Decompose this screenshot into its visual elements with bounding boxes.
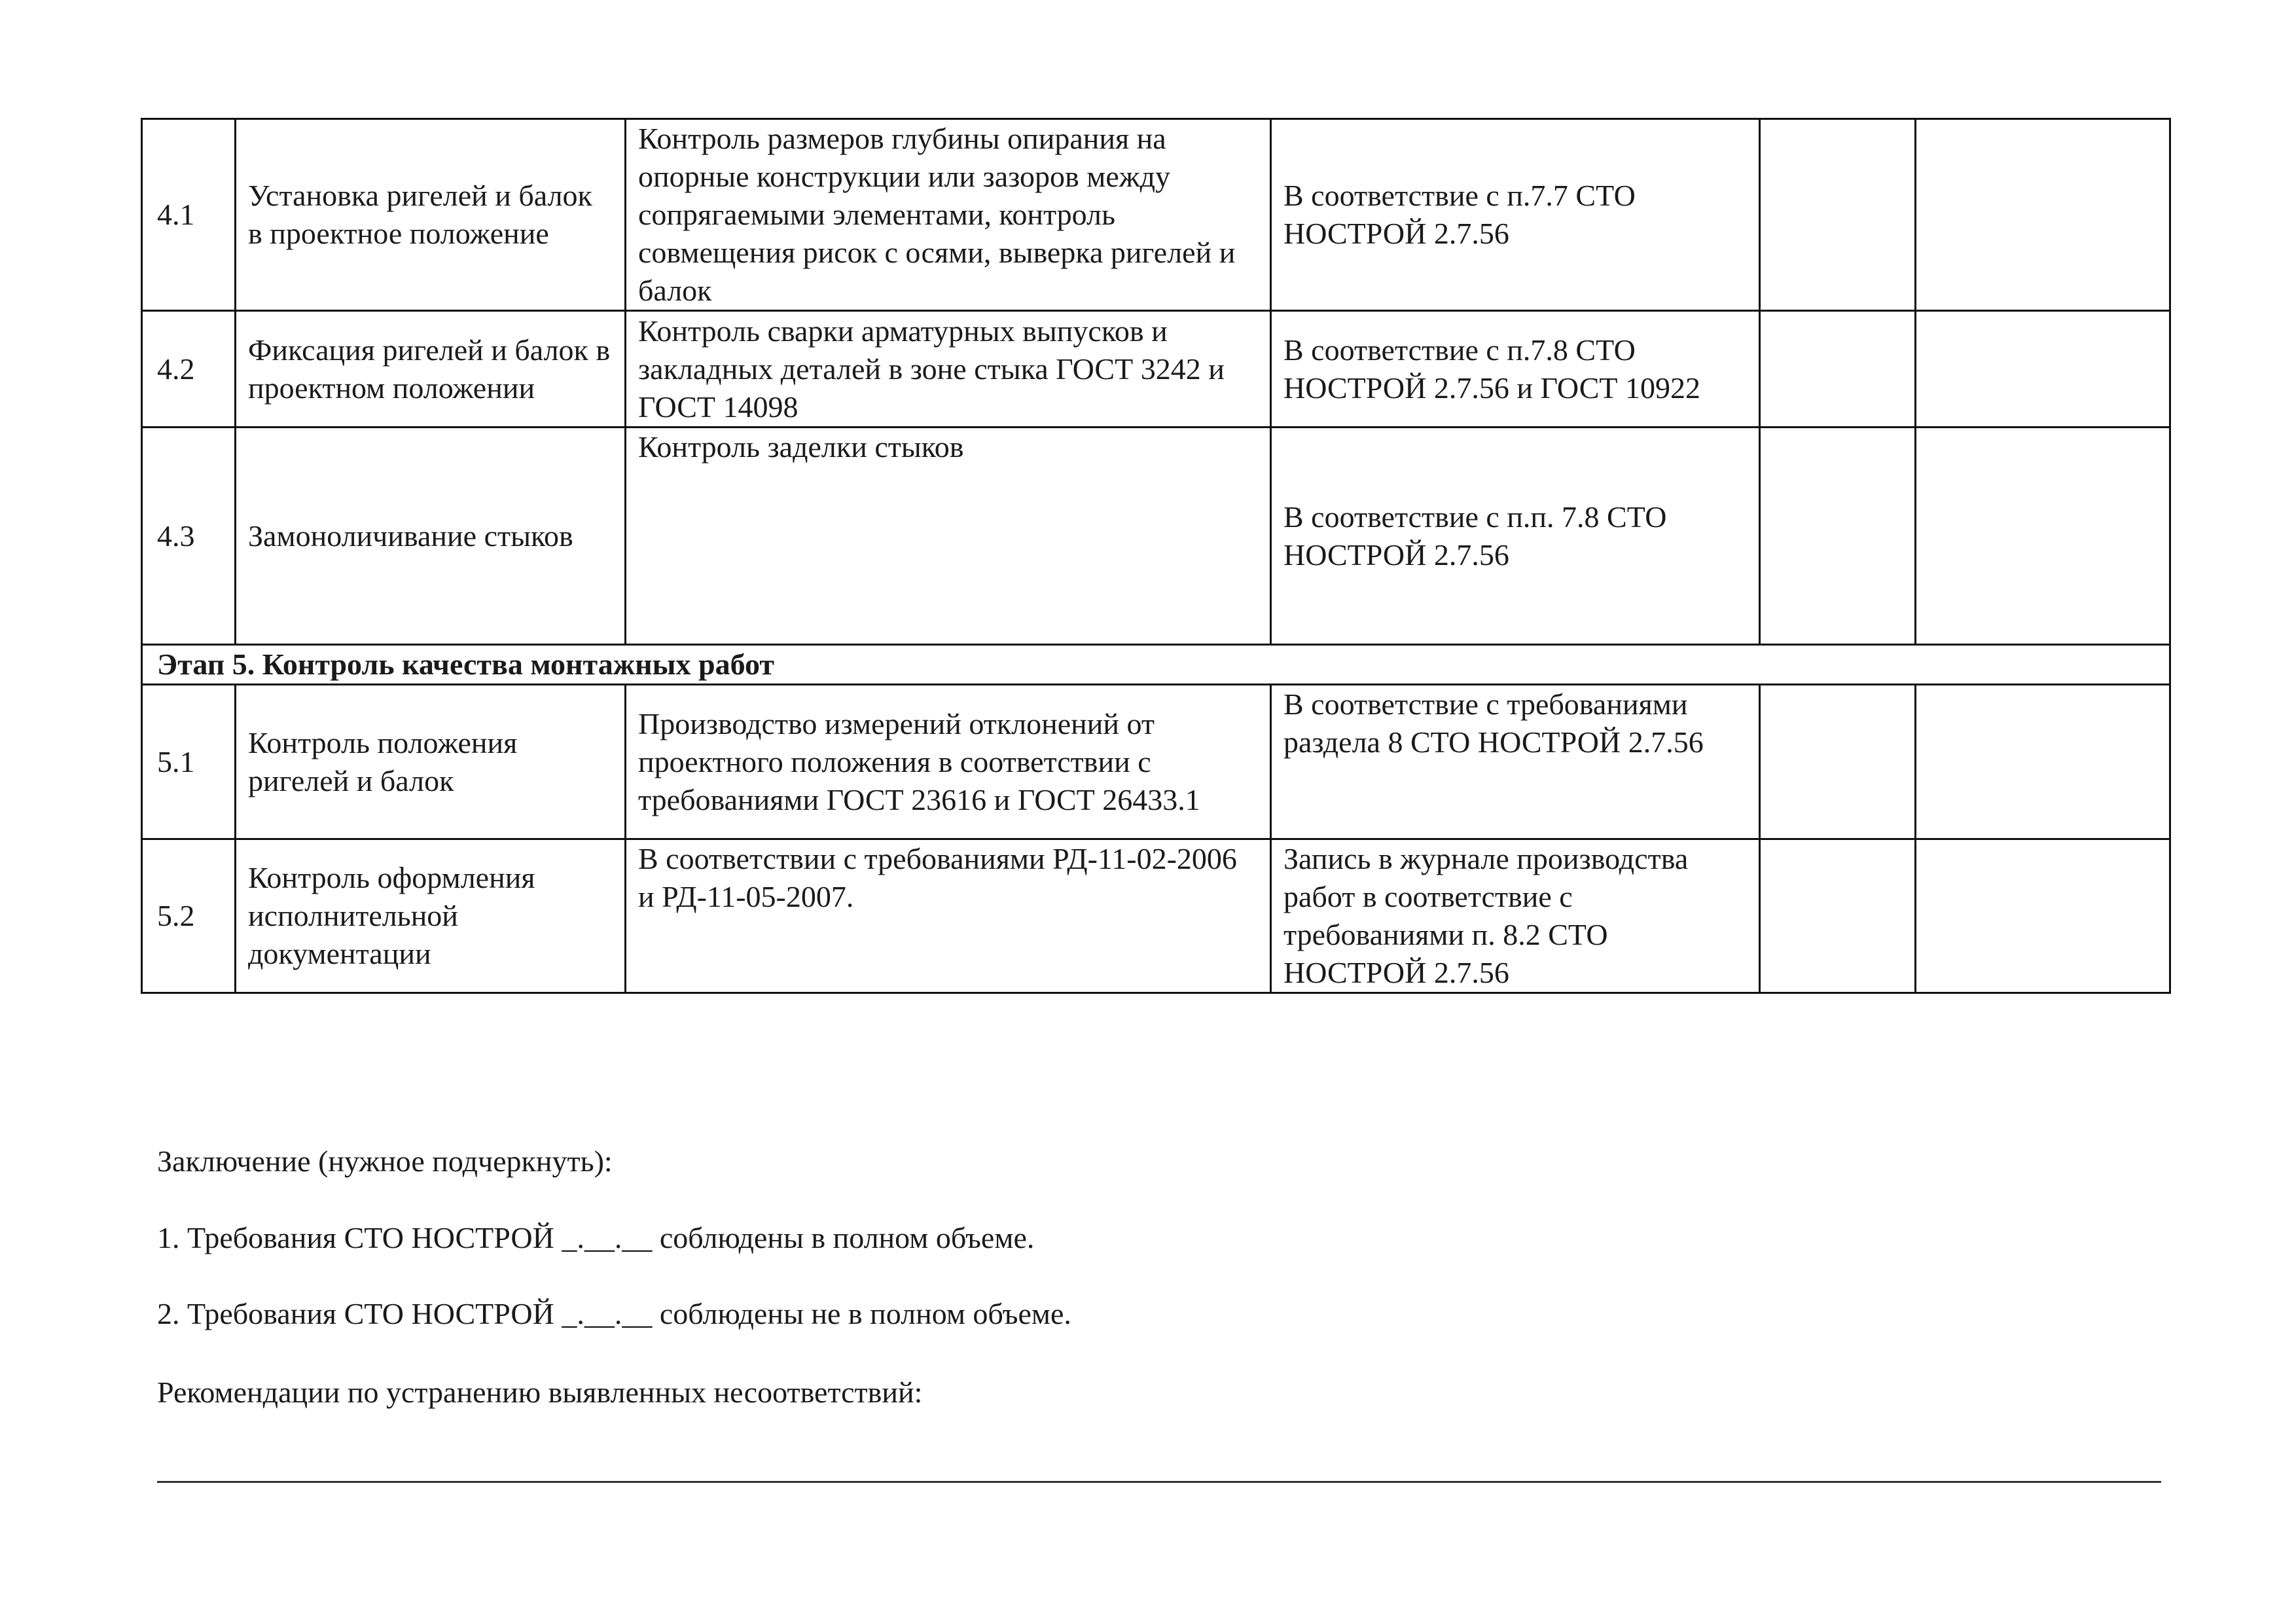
- conclusion-item-1: 1. Требования СТО НОСТРОЙ _.__.__ соблюдены в полном объеме.: [157, 1221, 1035, 1254]
- operation-cell: Установка ригелей и балок в проектное положение: [236, 119, 626, 311]
- table-row: [142, 839, 2170, 993]
- control-cell: Контроль размеров глубины опирания на опорные конструкции или зазоров между сопрягаемыми элементами, контроль совмещения рисок с осями, выверка ригелей и балок: [626, 119, 1271, 311]
- empty-cell: [1916, 428, 2170, 645]
- empty-cell: [1916, 311, 2170, 428]
- control-cell: Контроль заделки стыков: [626, 428, 1271, 645]
- quality-control-table: [141, 118, 2171, 994]
- row-number: 4.1: [142, 119, 236, 311]
- control-cell: В соответствии с требованиями РД-11-02-2006 и РД-11-05-2007.: [626, 839, 1271, 993]
- recommendations-label: Рекомендации по устранению выявленных несоответствий:: [157, 1376, 923, 1409]
- empty-cell: [1760, 839, 1916, 993]
- table-row: [142, 428, 2170, 645]
- conclusion-heading: Заключение (нужное подчеркнуть):: [157, 1144, 613, 1178]
- reference-cell: В соответствие с требованиями раздела 8 СТО НОСТРОЙ 2.7.56: [1271, 685, 1760, 839]
- row-number: 4.3: [142, 428, 236, 645]
- operation-cell: Контроль оформления исполнительной документации: [236, 839, 626, 993]
- reference-cell: В соответствие с п.7.8 СТО НОСТРОЙ 2.7.56 и ГОСТ 10922: [1271, 311, 1760, 428]
- table-row: [142, 311, 2170, 428]
- row-number: 4.2: [142, 311, 236, 428]
- control-cell: Производство измерений отклонений от проектного положения в соответствии с требованиями ГОСТ 23616 и ГОСТ 26433.1: [626, 685, 1271, 839]
- operation-cell: Фиксация ригелей и балок в проектном положении: [236, 311, 626, 428]
- operation-cell: Замоноличивание стыков: [236, 428, 626, 645]
- table-row: [142, 119, 2170, 311]
- table-row: [142, 685, 2170, 839]
- control-cell: Контроль сварки арматурных выпусков и закладных деталей в зоне стыка ГОСТ 3242 и ГОСТ 14098: [626, 311, 1271, 428]
- reference-cell: В соответствие с п.п. 7.8 СТО НОСТРОЙ 2.7.56: [1271, 428, 1760, 645]
- empty-cell: [1760, 428, 1916, 645]
- empty-cell: [1760, 685, 1916, 839]
- row-number: 5.1: [142, 685, 236, 839]
- conclusion-item-2: 2. Требования СТО НОСТРОЙ _.__.__ соблюдены не в полном объеме.: [157, 1297, 1071, 1330]
- recommendations-line: [157, 1481, 2161, 1483]
- empty-cell: [1916, 119, 2170, 311]
- empty-cell: [1760, 311, 1916, 428]
- empty-cell: [1760, 119, 1916, 311]
- reference-cell: Запись в журнале производства работ в соответствие с требованиями п. 8.2 СТО НОСТРОЙ 2.7.56: [1271, 839, 1760, 993]
- empty-cell: [1916, 839, 2170, 993]
- operation-cell: Контроль положения ригелей и балок: [236, 685, 626, 839]
- reference-cell: В соответствие с п.7.7 СТО НОСТРОЙ 2.7.56: [1271, 119, 1760, 311]
- stage-title: Этап 5. Контроль качества монтажных работ: [142, 645, 2170, 685]
- stage-header-row: [142, 645, 2170, 685]
- row-number: 5.2: [142, 839, 236, 993]
- empty-cell: [1916, 685, 2170, 839]
